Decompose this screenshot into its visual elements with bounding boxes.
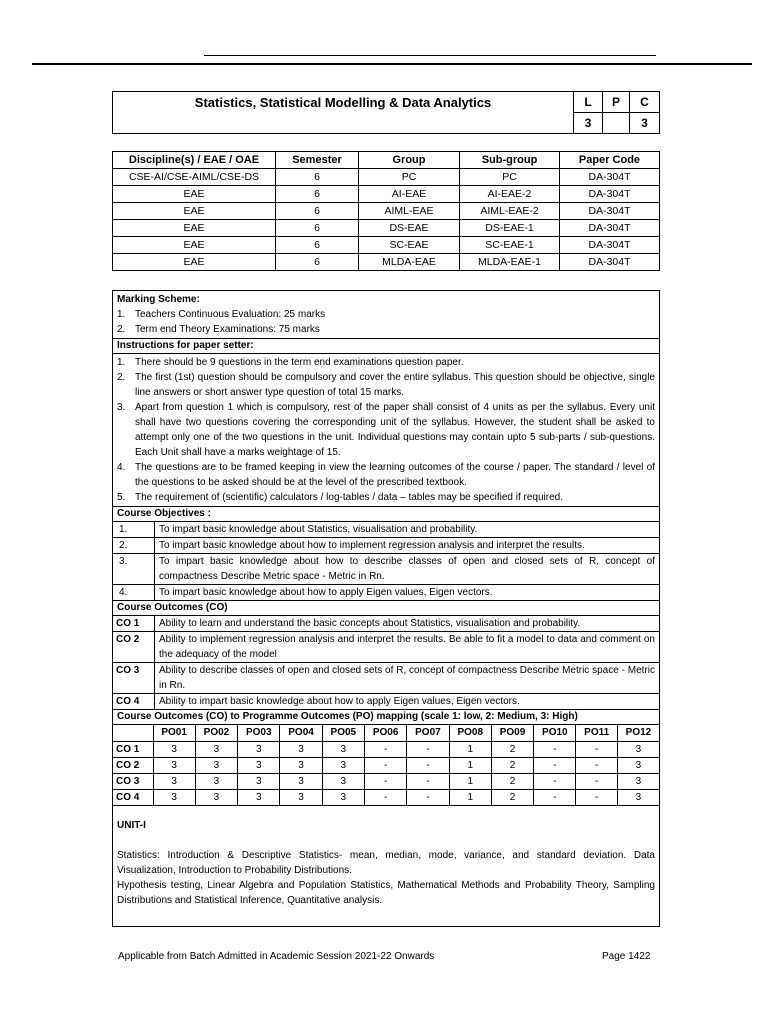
instructions-title: Instructions for paper setter: — [113, 339, 659, 354]
column-header: Group — [359, 152, 460, 169]
credit-header-l: L — [574, 92, 603, 113]
table-cell: DA-304T — [560, 169, 660, 186]
mapping-cell: 3 — [238, 757, 280, 773]
column-header: Discipline(s) / EAE / OAE — [113, 152, 276, 169]
mapping-cell: - — [407, 757, 449, 773]
mapping-cell: - — [534, 741, 576, 757]
outcome-code: CO 4 — [113, 694, 155, 709]
table-row — [113, 186, 660, 203]
mapping-cell: - — [534, 789, 576, 805]
mapping-cell: CO 1 — [113, 741, 153, 757]
outcomes-title: Course Outcomes (CO) — [113, 601, 659, 616]
table-cell: AI-EAE — [359, 186, 460, 203]
list-text: The first (1st) question should be compulsory and cover the entire syllabus. This question should be objective, single line answers or short answer type question of total 15 marks. — [135, 372, 655, 398]
po-header-cell: PO08 — [449, 725, 491, 741]
mapping-cell: - — [576, 741, 617, 757]
table-row — [113, 254, 660, 271]
header-rule-thin — [204, 55, 656, 56]
objective-row — [113, 554, 659, 585]
co-po-mapping-table — [113, 725, 659, 806]
table-cell: EAE — [113, 220, 276, 237]
mapping-cell: - — [407, 773, 449, 789]
list-number: 2. — [117, 324, 126, 335]
table-cell: MLDA-EAE-1 — [460, 254, 560, 271]
table-cell: 6 — [276, 203, 359, 220]
table-cell: AIML-EAE — [359, 203, 460, 220]
objective-number: 1. — [113, 522, 155, 537]
marking-item — [117, 307, 655, 322]
mapping-cell: - — [364, 773, 406, 789]
po-header-cell: PO12 — [617, 725, 659, 741]
objective-row — [113, 522, 659, 538]
mapping-cell: - — [407, 789, 449, 805]
objective-text: To impart basic knowledge about how to apply Eigen values, Eigen vectors. — [159, 587, 493, 598]
objective-text: To impart basic knowledge about how to describe classes of open and closed sets of R, concept of compactness Describe Metric space - Metric in Rn. — [159, 556, 655, 582]
objective-number: 4. — [113, 585, 155, 600]
mapping-cell: 3 — [280, 773, 322, 789]
mapping-cell: 2 — [491, 757, 533, 773]
table-cell: EAE — [113, 203, 276, 220]
table-cell: DA-304T — [560, 237, 660, 254]
po-header-cell: PO07 — [407, 725, 449, 741]
table-cell: AIML-EAE-2 — [460, 203, 560, 220]
po-header-cell: PO05 — [322, 725, 364, 741]
objective-text: To impart basic knowledge about Statistics, visualisation and probability. — [159, 524, 478, 535]
mapping-cell: 3 — [322, 789, 364, 805]
po-header-cell — [113, 725, 153, 741]
po-header-cell: PO09 — [491, 725, 533, 741]
mapping-cell: - — [576, 789, 617, 805]
objective-text: To impart basic knowledge about how to implement regression analysis and interpret the results. — [159, 540, 585, 551]
outcome-row — [113, 694, 659, 710]
table-cell: EAE — [113, 237, 276, 254]
po-header-cell: PO04 — [280, 725, 322, 741]
footer-applicability: Applicable from Batch Admitted in Academic Session 2021-22 Onwards — [118, 951, 435, 962]
table-cell: DA-304T — [560, 186, 660, 203]
list-text: Apart from question 1 which is compulsory, rest of the paper shall consist of 4 units as per the syllabus. Every unit shall have two questions covering the corresponding unit of the syllabus. However, the student shall be asked to attempt only one of the two questions in the unit. Individual questions may contain upto 5 sub-parts / sub-questions. Each Unit shall have a marks weightage of 15. — [135, 402, 655, 458]
list-text: Term end Theory Examinations: 75 marks — [135, 324, 320, 335]
mapping-cell: 3 — [280, 757, 322, 773]
table-cell: DS-EAE-1 — [460, 220, 560, 237]
mapping-cell: 3 — [238, 789, 280, 805]
list-text: Teachers Continuous Evaluation: 25 marks — [135, 309, 326, 320]
column-header: Sub-group — [460, 152, 560, 169]
mapping-cell: 3 — [322, 773, 364, 789]
outcome-text: Ability to learn and understand the basic concepts about Statistics, visualisation and probability. — [159, 618, 581, 629]
credit-value-l: 3 — [574, 113, 603, 134]
column-header: Paper Code — [560, 152, 660, 169]
list-number: 1. — [117, 357, 126, 368]
mapping-cell: 2 — [491, 741, 533, 757]
mapping-cell: 3 — [153, 773, 195, 789]
mapping-cell: - — [364, 741, 406, 757]
mapping-cell: CO 2 — [113, 757, 153, 773]
column-header: Semester — [276, 152, 359, 169]
mapping-cell: 3 — [617, 773, 659, 789]
unit-paragraph: Hypothesis testing, Linear Algebra and Population Statistics, Mathematical Methods and Probability Theory, Sampling Distributions and Statistical Inference, Quantitative analysis. — [117, 879, 655, 906]
outcome-text: Ability to implement regression analysis and interpret the results. Be able to fit a model to data and comment on the adequacy of the model — [159, 634, 655, 660]
mapping-cell: - — [576, 773, 617, 789]
mapping-cell: 3 — [617, 757, 659, 773]
mapping-cell: 3 — [195, 789, 237, 805]
instruction-item — [117, 355, 655, 370]
mapping-cell: 1 — [449, 789, 491, 805]
mapping-cell: 3 — [322, 757, 364, 773]
mapping-cell: - — [407, 741, 449, 757]
table-cell: MLDA-EAE — [359, 254, 460, 271]
mapping-row — [113, 773, 659, 789]
po-header-cell: PO01 — [153, 725, 195, 741]
outcome-row — [113, 663, 659, 694]
table-cell: 6 — [276, 254, 359, 271]
table-cell: DS-EAE — [359, 220, 460, 237]
table-cell: SC-EAE-1 — [460, 237, 560, 254]
credit-header-p: P — [603, 92, 630, 113]
mapping-row — [113, 757, 659, 773]
instruction-item — [117, 400, 655, 460]
outcome-text: Ability to describe classes of open and closed sets of R, concept of compactness Describe Metric space - Metric in Rn. — [159, 665, 655, 691]
discipline-table — [112, 151, 660, 271]
instruction-item — [117, 460, 655, 490]
po-header-cell: PO02 — [195, 725, 237, 741]
list-text: There should be 9 questions in the term end examinations question paper. — [135, 357, 464, 368]
mapping-cell: 3 — [322, 741, 364, 757]
mapping-title: Course Outcomes (CO) to Programme Outcomes (PO) mapping (scale 1: low, 2: Medium, 3: High) — [113, 710, 659, 725]
objectives-title: Course Objectives : — [113, 507, 659, 522]
list-number: 2. — [117, 372, 126, 383]
objective-number: 2. — [113, 538, 155, 553]
outcome-row — [113, 632, 659, 663]
page-number: Page 1422 — [602, 951, 651, 962]
outcome-code: CO 2 — [113, 632, 155, 662]
table-cell: PC — [359, 169, 460, 186]
list-number: 1. — [117, 309, 126, 320]
syllabus-box — [112, 290, 660, 927]
list-text: The questions are to be framed keeping in view the learning outcomes of the course / paper. The standard / level of the questions to be asked should be at the level of the prescribed textbook. — [135, 462, 655, 488]
table-row — [113, 237, 660, 254]
table-cell: DA-304T — [560, 203, 660, 220]
mapping-cell: 3 — [238, 773, 280, 789]
table-cell: CSE-AI/CSE-AIML/CSE-DS — [113, 169, 276, 186]
unit-section — [113, 806, 659, 908]
po-header-cell: PO06 — [364, 725, 406, 741]
mapping-cell: 2 — [491, 789, 533, 805]
mapping-cell: 3 — [195, 757, 237, 773]
mapping-cell: 3 — [153, 789, 195, 805]
po-header-cell: PO10 — [534, 725, 576, 741]
mapping-cell: 1 — [449, 773, 491, 789]
mapping-cell: 3 — [238, 741, 280, 757]
marking-item — [117, 322, 655, 337]
credit-header-c: C — [630, 92, 660, 113]
course-title: Statistics, Statistical Modelling & Data Analytics — [113, 92, 574, 134]
table-row — [113, 169, 660, 186]
list-text: The requirement of (scientific) calculators / log-tables / data – tables may be specified if required. — [135, 492, 563, 503]
mapping-cell: 1 — [449, 741, 491, 757]
instruction-item — [117, 370, 655, 400]
objective-row — [113, 538, 659, 554]
credit-value-c: 3 — [630, 113, 660, 134]
marking-scheme-section — [113, 291, 659, 339]
objectives-list — [113, 522, 659, 601]
table-row — [113, 203, 660, 220]
table-cell: AI-EAE-2 — [460, 186, 560, 203]
outcome-code: CO 1 — [113, 616, 155, 631]
mapping-cell: CO 4 — [113, 789, 153, 805]
po-header-cell: PO11 — [576, 725, 617, 741]
mapping-cell: - — [534, 773, 576, 789]
table-cell: DA-304T — [560, 220, 660, 237]
table-cell: 6 — [276, 237, 359, 254]
table-cell: 6 — [276, 220, 359, 237]
objective-number: 3. — [113, 554, 155, 584]
header-rule-thick — [32, 63, 752, 65]
mapping-cell: 3 — [280, 741, 322, 757]
instruction-item — [117, 490, 655, 505]
outcome-row — [113, 616, 659, 632]
instructions-section — [113, 354, 659, 507]
table-cell: DA-304T — [560, 254, 660, 271]
mapping-cell: 2 — [491, 773, 533, 789]
credit-value-p — [603, 113, 630, 134]
outcomes-list — [113, 616, 659, 710]
table-cell: 6 — [276, 186, 359, 203]
mapping-cell: CO 3 — [113, 773, 153, 789]
marking-scheme-title: Marking Scheme: — [117, 294, 200, 305]
mapping-cell: 3 — [153, 757, 195, 773]
outcome-code: CO 3 — [113, 663, 155, 693]
mapping-cell: 1 — [449, 757, 491, 773]
mapping-cell: - — [534, 757, 576, 773]
outcome-text: Ability to impart basic knowledge about how to apply Eigen values, Eigen vectors. — [159, 696, 520, 707]
mapping-cell: 3 — [153, 741, 195, 757]
mapping-cell: - — [364, 757, 406, 773]
mapping-cell: 3 — [195, 741, 237, 757]
table-row — [113, 220, 660, 237]
mapping-cell: 3 — [280, 789, 322, 805]
mapping-cell: 3 — [617, 741, 659, 757]
list-number: 3. — [117, 402, 126, 413]
discipline-table-header — [113, 152, 660, 169]
table-cell: SC-EAE — [359, 237, 460, 254]
course-title-table — [112, 91, 660, 134]
po-header-cell: PO03 — [238, 725, 280, 741]
table-cell: EAE — [113, 186, 276, 203]
mapping-header-row — [113, 725, 659, 741]
mapping-row — [113, 789, 659, 805]
mapping-cell: - — [364, 789, 406, 805]
mapping-cell: 3 — [195, 773, 237, 789]
table-cell: 6 — [276, 169, 359, 186]
unit-title: UNIT-I — [117, 819, 146, 831]
objective-row — [113, 585, 659, 601]
unit-paragraph: Statistics: Introduction & Descriptive Statistics- mean, median, mode, variance, and standard deviation. Data Visualization, Introduction to Probability Distributions. — [117, 849, 655, 876]
mapping-cell: - — [576, 757, 617, 773]
mapping-cell: 3 — [617, 789, 659, 805]
mapping-row — [113, 741, 659, 757]
list-number: 5. — [117, 492, 126, 503]
table-cell: EAE — [113, 254, 276, 271]
table-cell: PC — [460, 169, 560, 186]
list-number: 4. — [117, 462, 126, 473]
